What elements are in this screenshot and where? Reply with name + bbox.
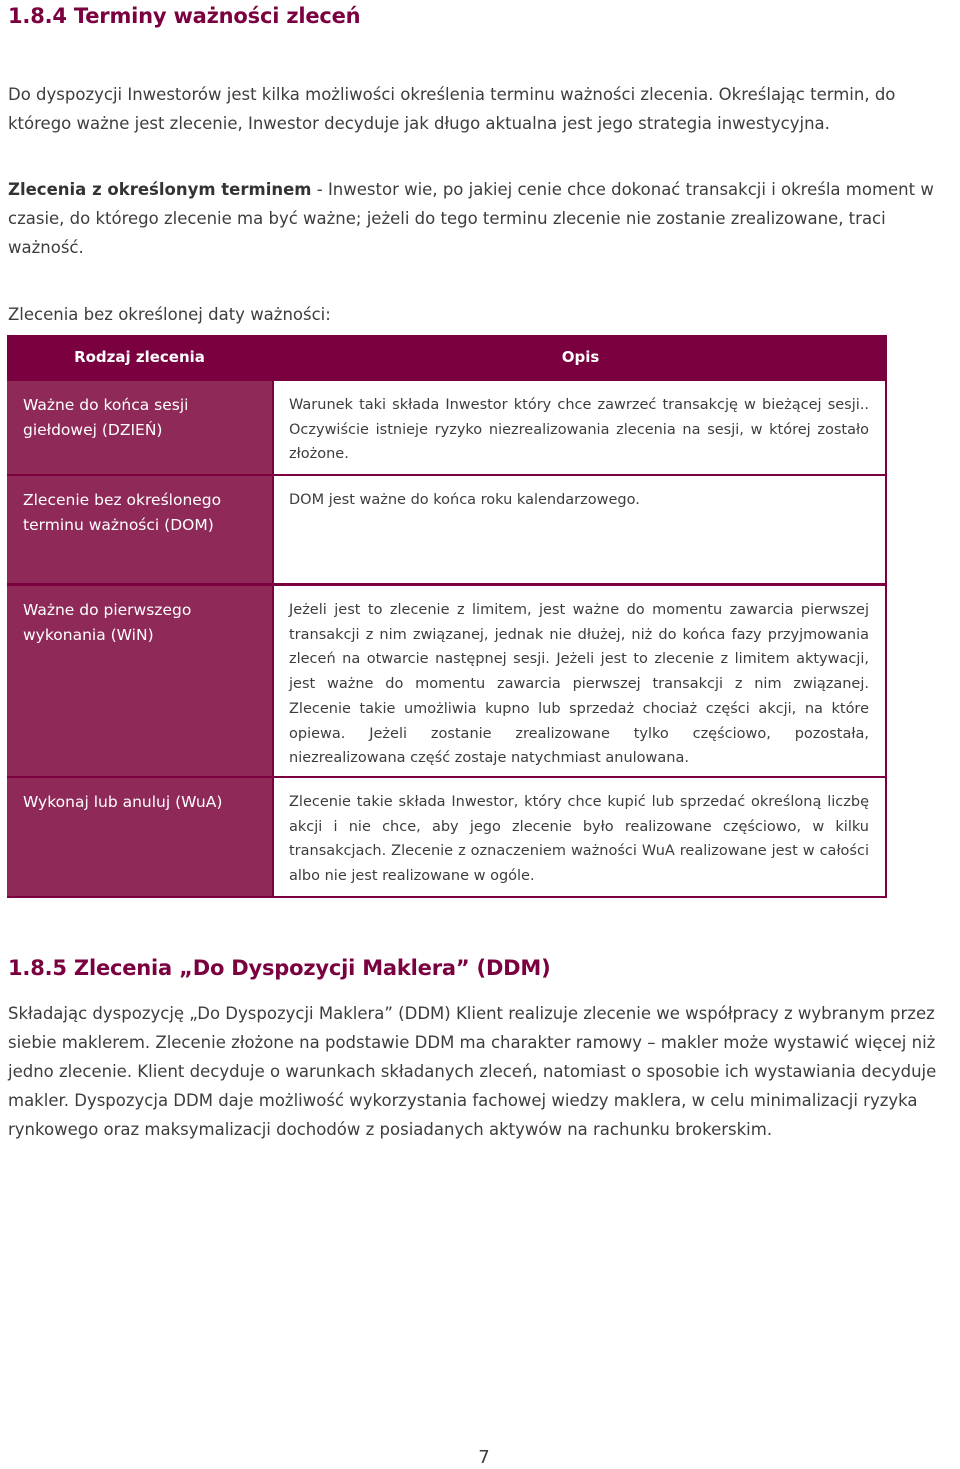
ddm-paragraph: Składając dyspozycję „Do Dyspozycji Maklera” (DDM) Klient realizuje zlecenie we współpracy z wybranym przez siebie maklerem. Zlecenie złożone na podstawie DDM ma charakter ramowy – makler może wystawić więcej niż jedno zlecenie. Klient decyduje o warunkach składanych zleceń, natomiast o sposobie ich wystawiania decyduje makler. Dyspozycja DDM daje możliwość wykorzystania fachowej wiedzy maklera, w celu minimalizacji ryzyka rynkowego oraz maksymalizacji dochodów z posiadanych aktywów na rachunku brokerskim. [8,1004,937,1139]
section-number: 1.8.5 [8,956,67,980]
no-date-label: Zlecenia bez określonej daty ważności: [8,305,331,324]
intro-paragraph: Do dyspozycji Inwestorów jest kilka możliwości określenia terminu ważności zlecenia. Określając termin, do którego ważne jest zlecenie, Inwestor decyduje jak długo aktualna jest jego strategia inwestycyjna. [8,85,896,133]
page-number: 7 [478,1447,490,1468]
table-header-type: Rodzaj zlecenia [7,335,272,379]
row-type-day: Ważne do końca sesji giełdowej (DZIEŃ) [7,381,272,474]
row-desc-wua: Zlecenie takie składa Inwestor, który chce kupić lub sprzedać określoną liczbę akcji i nie chce, aby jego zlecenie było realizowane częściowo, w kilku transakcjach. Zlecenie z oznaczeniem ważności WuA realizowane jest w całości albo nie jest realizowane w ogóle. [274,778,885,896]
row-desc-dom: DOM jest ważne do końca roku kalendarzowego. [274,476,885,583]
table-header-description: Opis [274,335,887,379]
row-desc-win: Jeżeli jest to zlecenie z limitem, jest ważne do momentu zawarcia pierwszej transakcji z nim związanej, jednak nie dłużej, niż do końca fazy przyjmowania zleceń na otwarcie następnej sesji. Jeżeli jest to zlecenie z limitem aktywacji, jest ważne do momentu zawarcia pierwszej transakcji z nim związanej. Zlecenie takie umożliwia kupno lub sprzedaż chociaż części akcji, na które opiewa. Jeżeli zostanie zrealizowane tylko częściowo, pozostała, niezrealizowana część zostaje natychmiast anulowana. [274,586,885,776]
row-desc-day: Warunek taki składa Inwestor który chce zawrzeć transakcję w bieżącej sesji.. Oczywiście istnieje ryzyko niezrealizowania zlecenia na sesji, w której zostało złożone. [274,381,885,474]
fixed-term-paragraph [8,175,938,262]
row-type-win: Ważne do pierwszego wykonania (WiN) [7,586,272,776]
section-title: Zlecenia „Do Dyspozycji Maklera” (DDM) [73,956,551,980]
fixed-term-text: - Inwestor wie, po jakiej cenie chce dokonać transakcji i określa moment w czasie, do którego zlecenie ma być ważne; jeżeli do tego terminu zlecenie nie zostanie zrealizowane, traci ważność. [8,180,934,257]
section-number: 1.8.4 [8,4,67,28]
row-type-dom: Zlecenie bez określonego terminu ważności (DOM) [7,476,272,583]
section-title: Terminy ważności zleceń [73,4,361,28]
section-heading-1-8-4 [8,4,360,28]
row-type-wua: Wykonaj lub anuluj (WuA) [7,778,272,896]
fixed-term-label: Zlecenia z określonym terminem [8,180,312,199]
order-validity-table [7,335,887,898]
section-heading-1-8-5 [8,956,551,980]
